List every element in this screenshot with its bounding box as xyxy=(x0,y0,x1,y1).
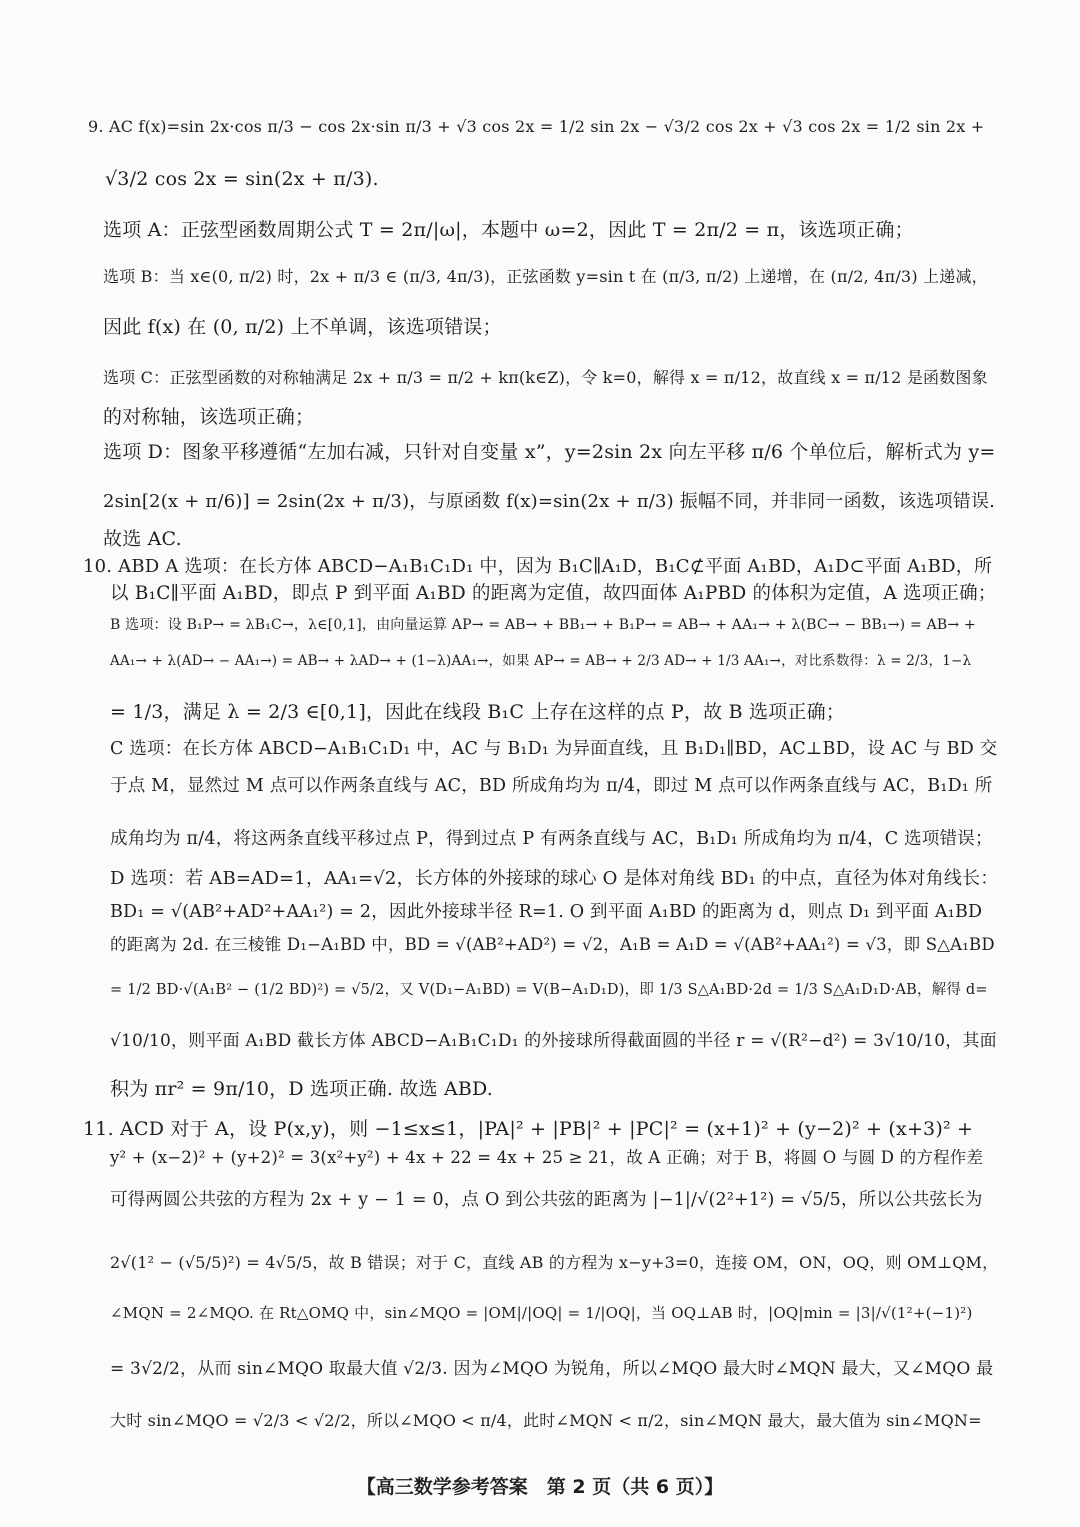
text-line: 选项 C：正弦型函数的对称轴满足 2x + π/3 = π/2 + kπ(k∈Z)，令 k=0，解得 x = π/12，故直线 x = π/12 是函数图象 xyxy=(103,368,988,387)
text-line: D 选项：若 AB=AD=1，AA₁=√2，长方体的外接球的球心 O 是体对角线 BD₁ 的中点，直径为体对角线长： xyxy=(110,868,999,889)
text-line: C 选项：在长方体 ABCD−A₁B₁C₁D₁ 中，AC 与 B₁D₁ 为异面直线，且 B₁D₁∥BD，AC⊥BD，设 AC 与 BD 交 xyxy=(110,739,998,759)
text-line: ∠MQN = 2∠MQO. 在 Rt△OMQ 中，sin∠MQO = |OM|/|OQ| = 1/|OQ|，当 OQ⊥AB 时，|OQ|min = |3|/√(1²+(−1)²) xyxy=(110,1304,973,1322)
text-line: = 3√2/2，从而 sin∠MQO 取最大值 √2/3. 因为∠MQO 为锐角，所以∠MQO 最大时∠MQN 最大，又∠MQO 最 xyxy=(110,1359,994,1379)
text-line: 的距离为 2d. 在三棱锥 D₁−A₁BD 中，BD = √(AB²+AD²) = √2，A₁B = A₁D = √(AB²+AA₁²) = √3，即 S△A₁BD xyxy=(110,935,995,954)
text-line: 故选 AC. xyxy=(103,528,182,550)
text-line: y² + (x−2)² + (y+2)² = 3(x²+y²) + 4x + 22 = 4x + 25 ≥ 21，故 A 正确；对于 B，将圆 O 与圆 D 的方程作差 xyxy=(110,1148,984,1167)
text-line: √3/2 cos 2x = sin(2x + π/3). xyxy=(105,168,379,190)
text-line: 2sin[2(x + π/6)] = 2sin(2x + π/3)，与原函数 f(x)=sin(2x + π/3) 振幅不同，并非同一函数，该选项错误. xyxy=(103,491,996,512)
text-line: 10. ABD A 选项：在长方体 ABCD−A₁B₁C₁D₁ 中，因为 B₁C∥A₁D，B₁C⊄平面 A₁BD，A₁D⊂平面 A₁BD，所 xyxy=(83,556,993,577)
text-line: 因此 f(x) 在 (0, π/2) 上不单调，该选项错误； xyxy=(103,316,502,338)
text-line: 可得两圆公共弦的方程为 2x + y − 1 = 0，点 O 到公共弦的距离为 |−1|/√(2²+1²) = √5/5，所以公共弦长为 xyxy=(110,1190,983,1210)
text-line: = 1/3，满足 λ = 2/3 ∈[0,1]，因此在线段 B₁C 上存在这样的点 P，故 B 选项正确； xyxy=(110,701,846,723)
text-line: AA₁→ + λ(AD→ − AA₁→) = AB→ + λAD→ + (1−λ)AA₁→，如果 AP→ = AB→ + 2/3 AD→ + 1/3 AA₁→，对比系数得：λ = 2/3，1−λ xyxy=(110,653,972,669)
page-footer: 【高三数学参考答案 第 2 页（共 6 页）】 xyxy=(356,1476,724,1498)
text-line: √10/10，则平面 A₁BD 截长方体 ABCD−A₁B₁C₁D₁ 的外接球所得截面圆的半径 r = √(R²−d²) = 3√10/10，其面 xyxy=(110,1031,997,1051)
text-line: 2√(1² − (√5/5)²) = 4√5/5，故 B 错误；对于 C，直线 AB 的方程为 x−y+3=0，连接 OM，ON，OQ，则 OM⊥QM， xyxy=(110,1253,999,1272)
text-line: 选项 A：正弦型函数周期公式 T = 2π/|ω|，本题中 ω=2，因此 T = 2π/2 = π，该选项正确； xyxy=(103,219,914,241)
text-line: 于点 M，显然过 M 点可以作两条直线与 AC，BD 所成角均为 π/4，即过 M 点可以作两条直线与 AC，B₁D₁ 所 xyxy=(110,776,993,796)
text-line: 11. ACD 对于 A，设 P(x,y)，则 −1≤x≤1，|PA|² + |PB|² + |PC|² = (x+1)² + (y−2)² + (x+3)² + xyxy=(83,1118,974,1140)
text-line: = 1/2 BD·√(A₁B² − (1/2 BD)²) = √5/2，又 V(D₁−A₁BD) = V(B−A₁D₁D)，即 1/3 S△A₁BD·2d = 1/3 S△A₁D₁D·AB，解得 d= xyxy=(110,982,988,998)
text-line: 成角均为 π/4，将这两条直线平移过点 P，得到过点 P 有两条直线与 AC，B₁D₁ 所成角均为 π/4，C 选项错误； xyxy=(110,829,993,849)
text-line: 以 B₁C∥平面 A₁BD，即点 P 到平面 A₁BD 的距离为定值，故四面体 A₁PBD 的体积为定值，A 选项正确； xyxy=(110,583,997,604)
text-line: 9. AC f(x)=sin 2x·cos π/3 − cos 2x·sin π/3 + √3 cos 2x = 1/2 sin 2x − √3/2 cos 2x + √3 cos 2x = 1/2 sin 2x + xyxy=(88,117,985,136)
text-line: 选项 D：图象平移遵循“左加右减，只针对自变量 x”，y=2sin 2x 向左平移 π/6 个单位后，解析式为 y= xyxy=(103,441,996,463)
text-line: 积为 πr² = 9π/10，D 选项正确. 故选 ABD. xyxy=(110,1078,494,1100)
text-line: BD₁ = √(AB²+AD²+AA₁²) = 2，因此外接球半径 R=1. O 到平面 A₁BD 的距离为 d，则点 D₁ 到平面 A₁BD xyxy=(110,902,983,922)
text-line: 选项 B：当 x∈(0, π/2) 时，2x + π/3 ∈ (π/3, 4π/3)，正弦函数 y=sin t 在 (π/3, π/2) 上递增，在 (π/2, 4π/3) 上递减， xyxy=(103,267,988,286)
text-line: 的对称轴，该选项正确； xyxy=(103,406,315,428)
text-line: B 选项：设 B₁P→ = λB₁C→，λ∈[0,1]，由向量运算 AP→ = AB→ + BB₁→ + B₁P→ = AB→ + AA₁→ + λ(BC→ − BB₁→) = AB→ + xyxy=(110,617,976,633)
text-line: 大时 sin∠MQO = √2/3 < √2/2，所以∠MQO < π/4，此时∠MQN < π/2，sin∠MQN 最大，最大值为 sin∠MQN= xyxy=(110,1411,982,1430)
